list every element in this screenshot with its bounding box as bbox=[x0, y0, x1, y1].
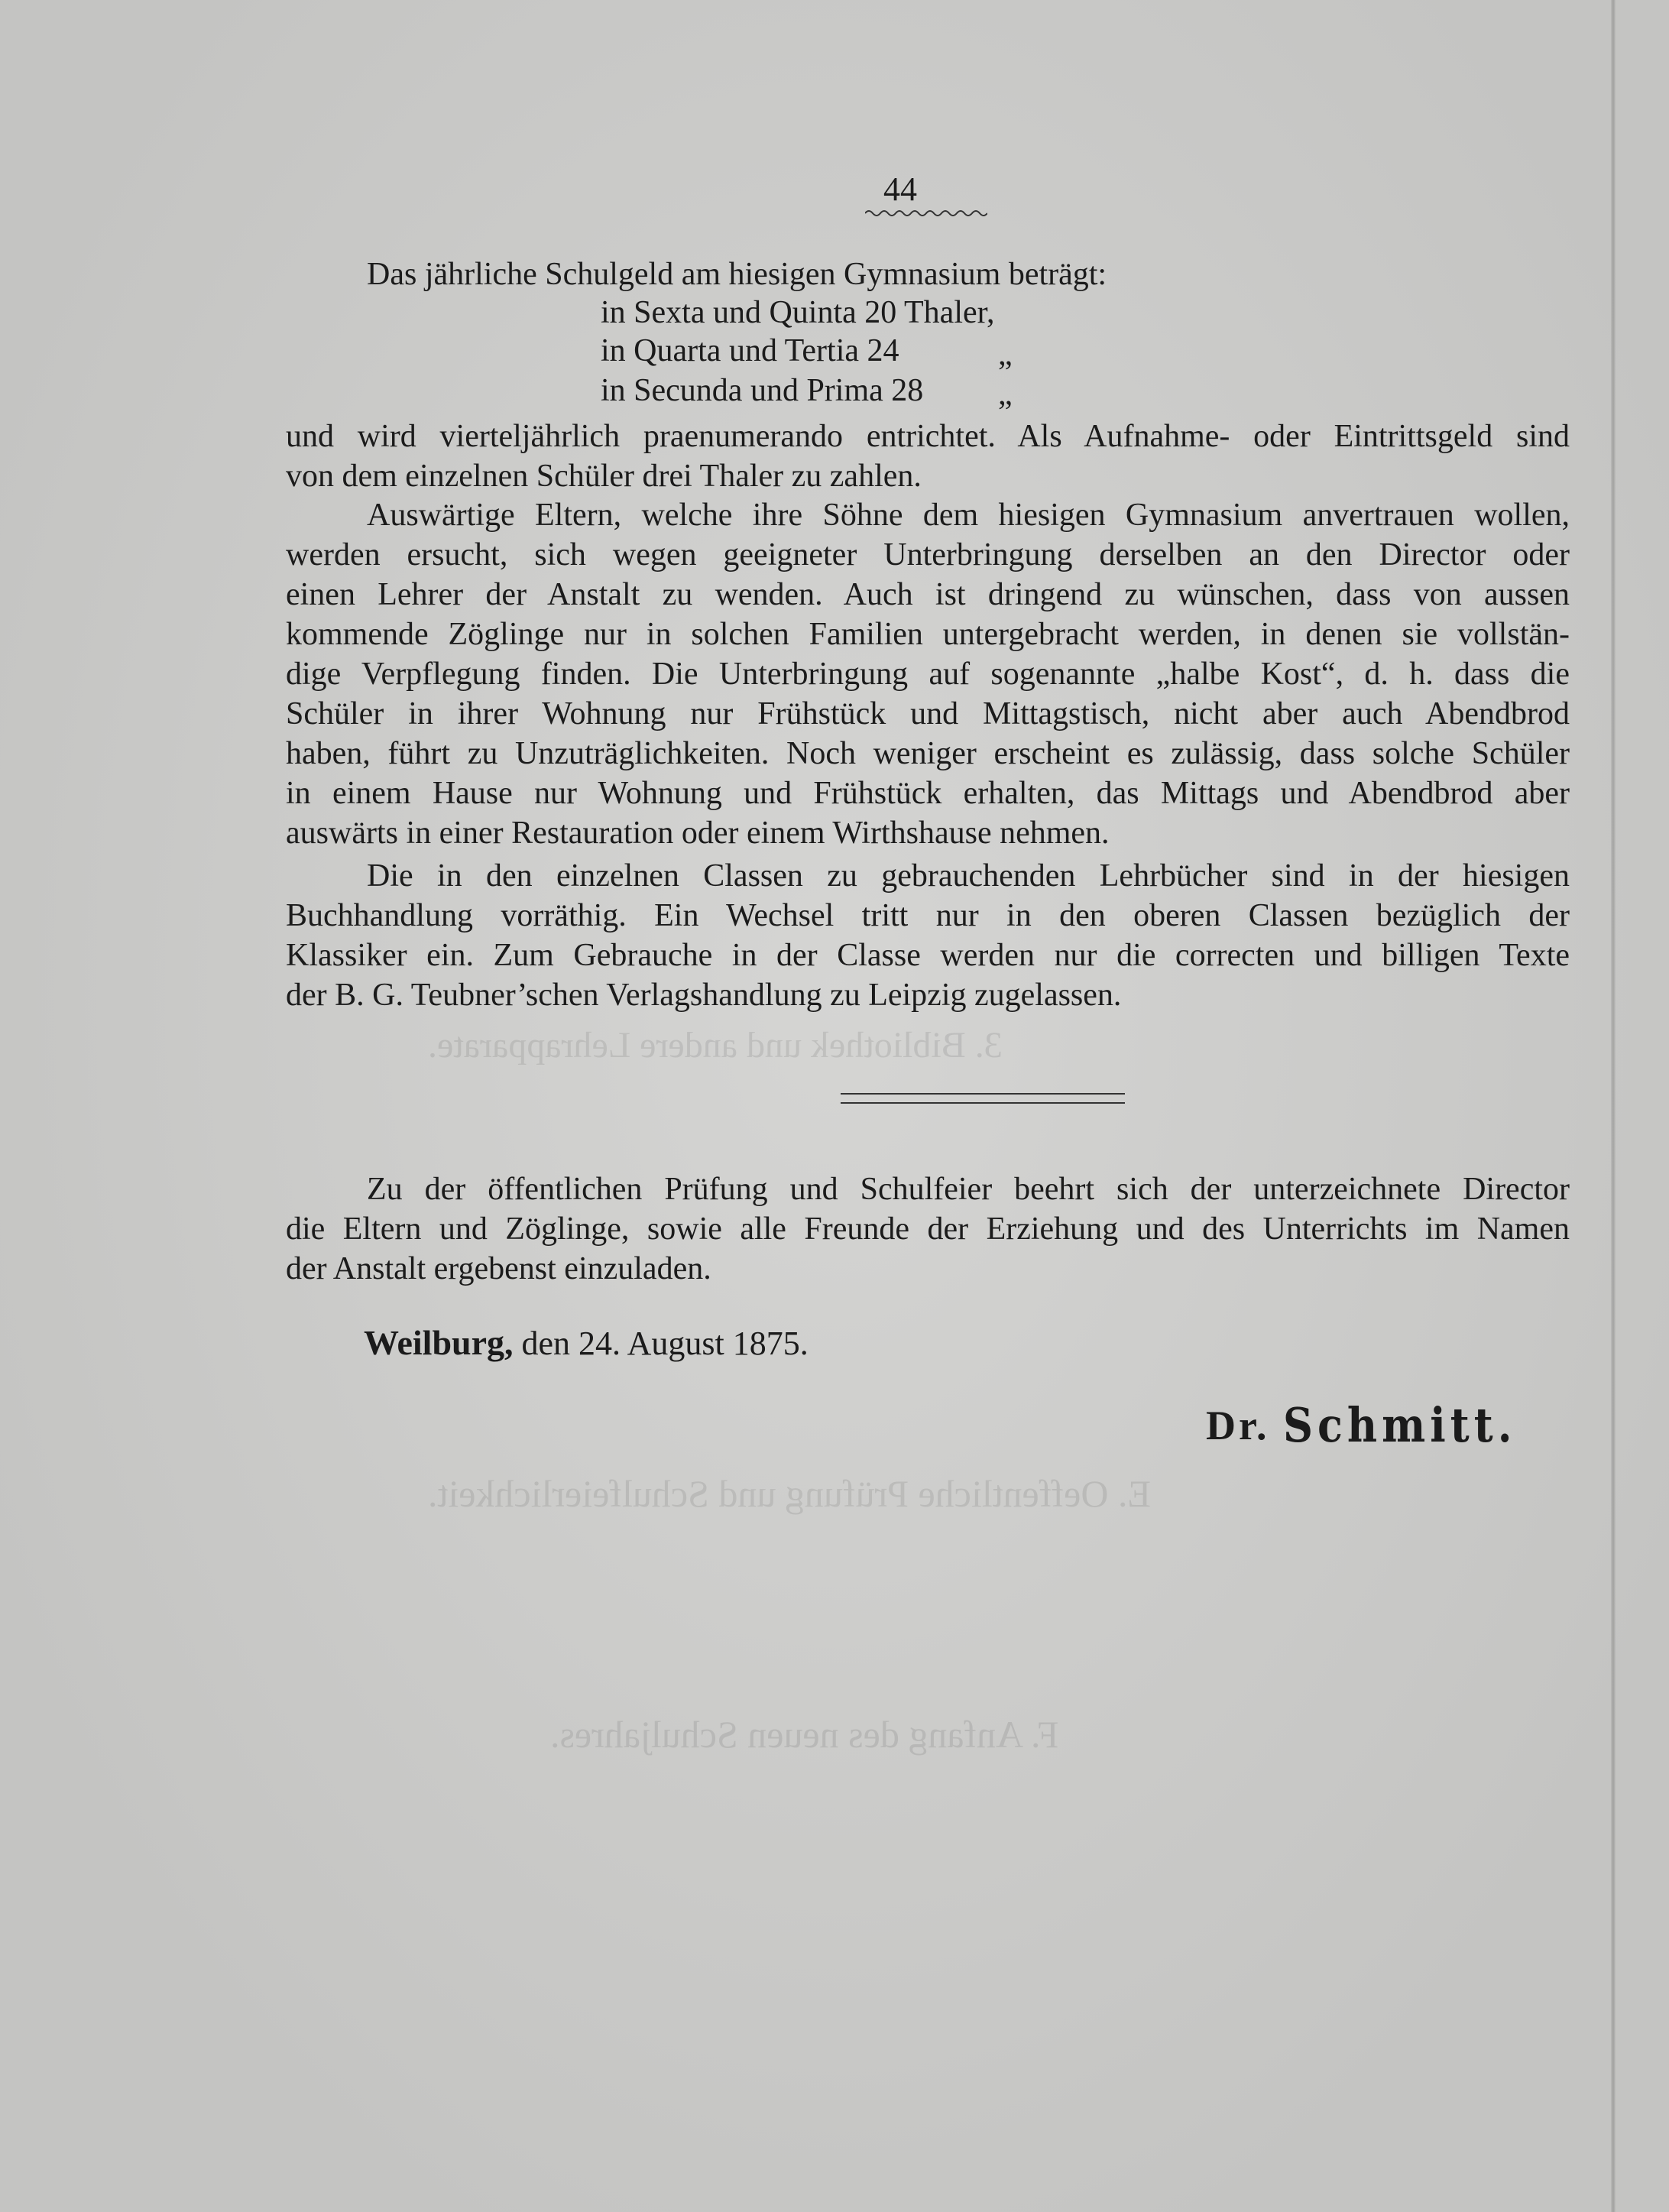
page-number: 44 bbox=[883, 170, 917, 208]
signature bbox=[1206, 1396, 1517, 1453]
place-name: Weilburg, bbox=[364, 1323, 514, 1362]
text-line: Buchhandlung vorräthig. Ein Wechsel tritt nur in den oberen Classen bezüglich der bbox=[286, 898, 1570, 933]
bleed-through-heading: F. Anfang des neuen Schuljahres. bbox=[550, 1713, 1059, 1756]
page-fold-shadow bbox=[1611, 0, 1616, 2212]
text-line: Schüler in ihrer Wohnung nur Frühstück und Mittagstisch, nicht aber auch Abendbrod bbox=[286, 696, 1570, 731]
ditto-mark: „ bbox=[998, 377, 1013, 412]
bleed-through-heading: 3. Bibliothek und andere Lehrapparate. bbox=[428, 1025, 1003, 1065]
signature-name: Schmitt. bbox=[1283, 1396, 1517, 1453]
bleed-through-heading: E. Oeffentliche Prüfung und Schulfeierlichkeit. bbox=[428, 1472, 1152, 1515]
text-line: dige Verpflegung finden. Die Unterbringung auf sogenannte „halbe Kost“, d. h. dass die bbox=[286, 657, 1570, 692]
text-line: die Eltern und Zöglinge, sowie alle Freunde der Erziehung und des Unterrichts im Namen bbox=[286, 1211, 1570, 1247]
text-line: der B. G. Teubner’schen Verlagshandlung zu Leipzig zugelassen. bbox=[286, 978, 1122, 1013]
text-line: Die in den einzelnen Classen zu gebrauchenden Lehrbücher sind in der hiesigen bbox=[367, 858, 1570, 894]
ditto-mark: „ bbox=[998, 337, 1013, 372]
text-line: Klassiker ein. Zum Gebrauche in der Classe werden nur die correcten und billigen Texte bbox=[286, 938, 1570, 973]
fees-intro: Das jährliche Schulgeld am hiesigen Gymnasium beträgt: bbox=[367, 257, 1107, 292]
fee-row: in Secunda und Prima 28 bbox=[601, 373, 924, 408]
text-line: einen Lehrer der Anstalt zu wenden. Auch ist dringend zu wünschen, dass von aussen bbox=[286, 577, 1570, 612]
text-line: von dem einzelnen Schüler drei Thaler zu zahlen. bbox=[286, 459, 922, 494]
ornament-wave bbox=[865, 208, 987, 219]
signature-title: Dr. bbox=[1206, 1403, 1270, 1448]
section-divider bbox=[841, 1093, 1125, 1104]
text-line: auswärts in einer Restauration oder einem Wirthshause nehmen. bbox=[286, 816, 1110, 851]
place-date bbox=[364, 1322, 809, 1363]
text-line: kommende Zöglinge nur in solchen Familien untergebracht werden, in denen sie vollstän- bbox=[286, 617, 1570, 652]
text-line: der Anstalt ergebenst einzuladen. bbox=[286, 1251, 711, 1286]
text-line: in einem Hause nur Wohnung und Frühstück erhalten, das Mittags und Abendbrod aber bbox=[286, 776, 1570, 811]
fee-row: in Quarta und Tertia 24 bbox=[601, 333, 899, 368]
text-line: und wird vierteljährlich praenumerando entrichtet. Als Aufnahme- oder Eintrittsgeld sind bbox=[286, 419, 1570, 454]
text-line: Auswärtige Eltern, welche ihre Söhne dem hiesigen Gymnasium anvertrauen wollen, bbox=[367, 498, 1570, 533]
text-line: haben, führt zu Unzuträglichkeiten. Noch weniger erscheint es zulässig, dass solche Schüler bbox=[286, 736, 1570, 771]
text-line: werden ersucht, sich wegen geeigneter Unterbringung derselben an den Director oder bbox=[286, 537, 1570, 572]
fee-row: in Sexta und Quinta 20 Thaler, bbox=[601, 295, 995, 330]
date-text: den 24. August 1875. bbox=[521, 1325, 809, 1362]
text-line: Zu der öffentlichen Prüfung und Schulfeier beehrt sich der unterzeichnete Director bbox=[367, 1172, 1570, 1207]
